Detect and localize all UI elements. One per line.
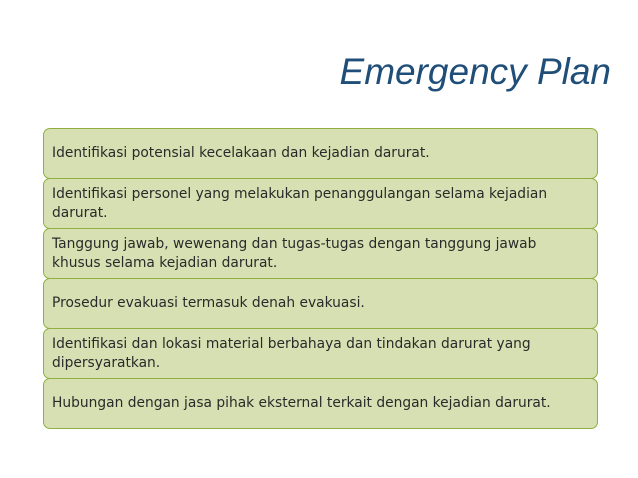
list-item-text: Identifikasi dan lokasi material berbahaya dan tindakan darurat yang dipersyaratkan. <box>52 335 531 371</box>
list-item-text: Identifikasi personel yang melakukan penanggulangan selama kejadian darurat. <box>52 185 548 221</box>
list-item-text: Tanggung jawab, wewenang dan tugas-tugas dengan tanggung jawab khusus selama kejadian darurat. <box>52 235 537 271</box>
list-item <box>43 328 598 379</box>
list-item-text: Prosedur evakuasi termasuk denah evakuasi. <box>52 295 365 311</box>
list-item <box>43 278 598 329</box>
list-item <box>43 128 598 179</box>
slide-title: Emergency Plan <box>339 51 611 92</box>
list-item-text: Identifikasi potensial kecelakaan dan kejadian darurat. <box>52 145 430 161</box>
list-item <box>43 178 598 229</box>
plan-list <box>43 128 598 428</box>
list-item <box>43 228 598 279</box>
list-item-text: Hubungan dengan jasa pihak eksternal terkait dengan kejadian darurat. <box>52 395 551 411</box>
list-item <box>43 378 598 429</box>
